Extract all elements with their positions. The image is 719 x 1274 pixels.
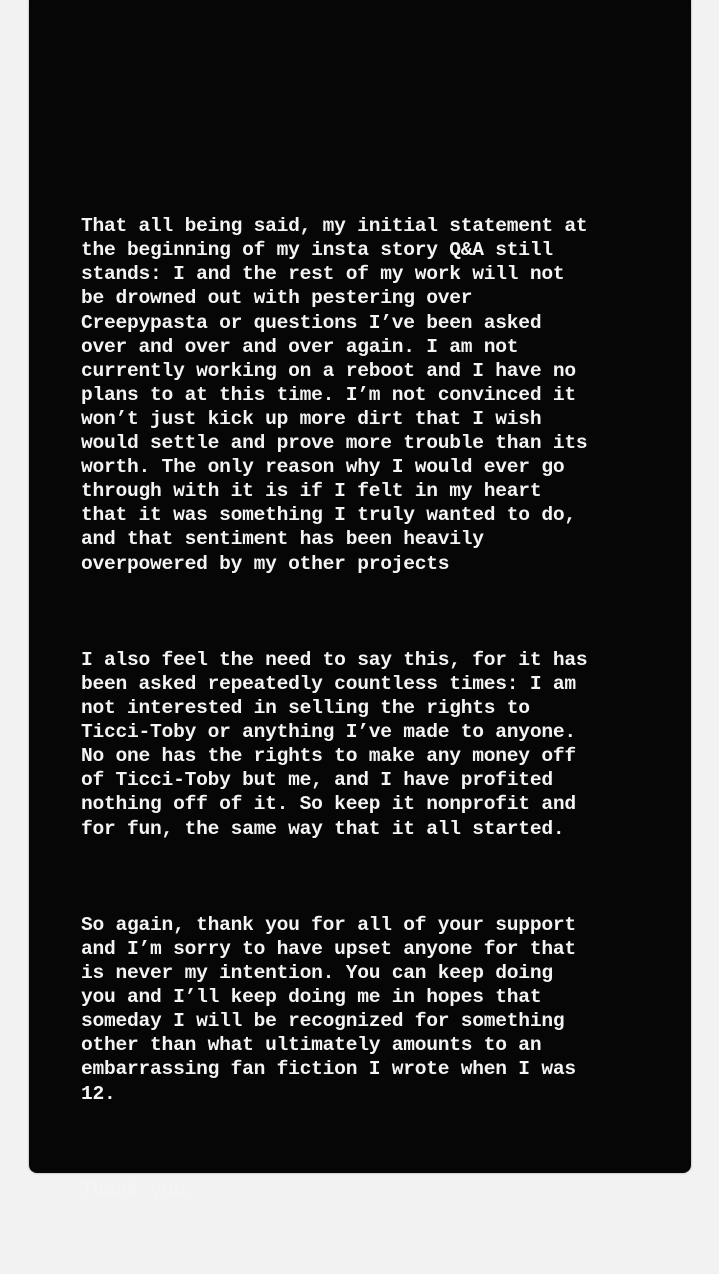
story-text <box>81 166 651 1274</box>
closing-paragraph: Thank you. <box>81 1178 197 1201</box>
statement-paragraph: That all being said, my initial statement at the beginning of my insta story Q&A still stands: I and the rest of my work will not be drowned out with pestering over Creepypasta or questions I’ve been asked over and over and over again. I am not currently working on a reboot and I have no plans to at this time. I’m not convinced it won’t just kick up more dirt that I wish would settle and prove more trouble than its worth. The only reason why I would ever go through with it is if I felt in my heart that it was something I truly wanted to do, and that sentiment has been heavily overpowered by my other projects <box>81 215 588 575</box>
support-paragraph: So again, thank you for all of your support and I’m sorry to have upset anyone for that is never my intention. You can keep doing you and I’ll keep doing me in hopes that someday I will be recognized for something other than what ultimately amounts to an embarrassing fan fiction I wrote when I was 12. <box>81 913 576 1105</box>
rights-paragraph: I also feel the need to say this, for it has been asked repeatedly countless times: I am not interested in selling the rights to Ticci-Toby or anything I’ve made to anyone. No one has the rights to make any money off of Ticci-Toby but me, and I have profited nothing off of it. So keep it nonprofit and for fun, the same way that it all started. <box>81 648 588 840</box>
story-card <box>29 0 691 1201</box>
